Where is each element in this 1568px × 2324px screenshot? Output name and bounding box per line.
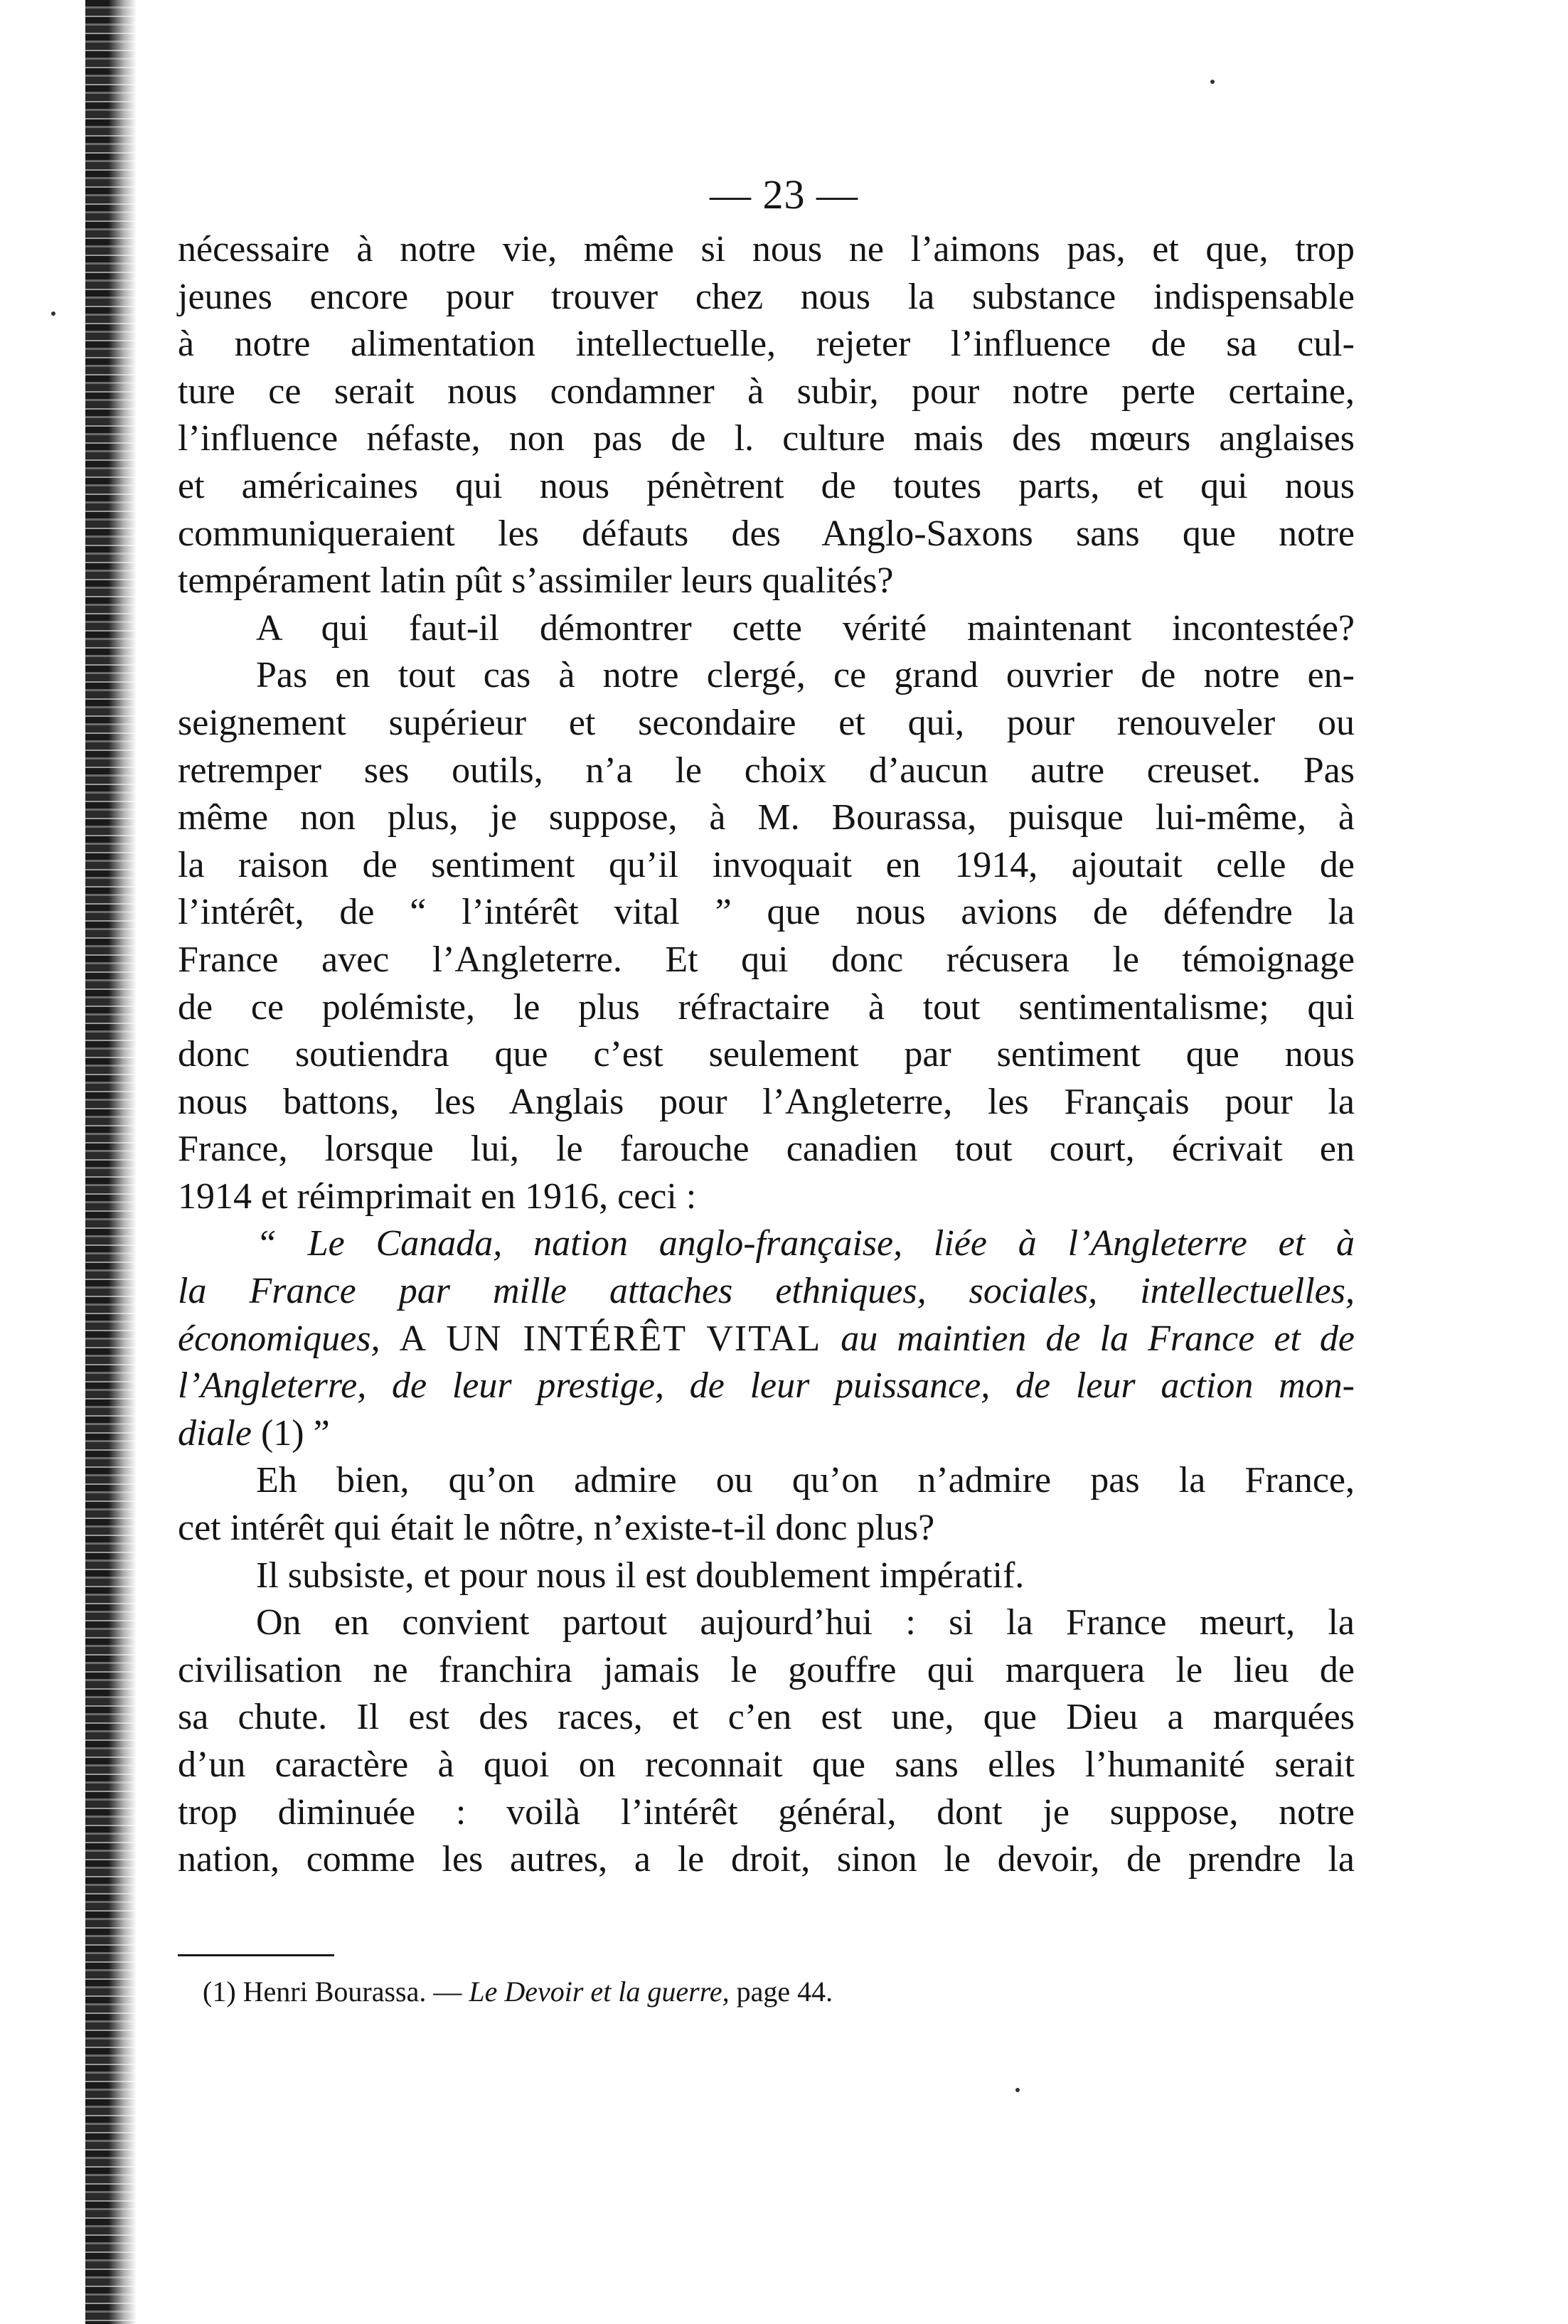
binding-edge [85,0,137,2324]
body-line: civilisation ne franchira jamais le gouffre qui marquera le lieu de [178,1649,1355,1690]
quote-fragment: économiques, [178,1318,380,1359]
scan-speck [1210,80,1215,84]
body-line: la raison de sentiment qu’il invoquait en 1914, ajoutait celle de [178,844,1355,885]
body-line: trop diminuée : voilà l’intérêt général, dont je suppose, notre [178,1791,1355,1833]
body-line: de ce polémiste, le plus réfractaire à tout sentimentalisme; qui [178,986,1355,1028]
body-line: cet intérêt qui était le nôtre, n’existe-t-il donc plus? [178,1508,935,1549]
body-line: France, lorsque lui, le farouche canadien tout court, écrivait en [178,1129,1355,1170]
body-line: Il subsiste, et pour nous il est doublement impératif. [256,1555,1025,1596]
body-line: France avec l’Angleterre. Et qui donc récusera le témoignage [178,939,1355,980]
body-line: ture ce serait nous condamner à subir, pour notre perte certaine, [178,371,1355,412]
body-line: d’un caractère à quoi on reconnait que sans elles l’humanité serait [178,1744,1355,1785]
quote-line: la France par mille attaches ethniques, sociales, intellectuelles, [178,1271,1355,1312]
quote-emphasis: A UN INTÉRÊT VITAL [399,1318,822,1359]
body-line: communiqueraient les défauts des Anglo-Saxons sans que notre [178,513,1355,554]
body-line: l’intérêt, de “ l’intérêt vital ” que nous avions de défendre la [178,892,1355,933]
footnote-rule [178,1954,334,1956]
footnote-title: Le Devoir et la guerre, [469,1976,730,2008]
body-line: On en convient partout aujourd’hui : si la France meurt, la [256,1602,1355,1643]
body-line: nécessaire à notre vie, même si nous ne l’aimons pas, et que, trop [178,229,1355,270]
body-line: 1914 et réimprimait en 1916, ceci : [178,1176,697,1217]
quote-line [178,1410,1355,1458]
quote-fragment: diale [178,1412,252,1454]
main-text [178,226,1355,1884]
body-line: donc soutiendra que c’est seulement par sentiment que nous [178,1034,1355,1075]
body-line: seignement supérieur et secondaire et qui, pour renouveler ou [178,702,1355,743]
scan-speck [51,311,55,316]
body-line: même non plus, je suppose, à M. Bourassa, puisque lui-même, à [178,797,1355,838]
quote-line: l’Angleterre, de leur prestige, de leur puissance, de leur action mon- [178,1365,1355,1407]
footnote-marker: (1) Henri Bourassa. — [203,1976,462,2008]
quote-footnote-ref: (1) ” [260,1412,330,1454]
body-line: tempérament latin pût s’assimiler leurs qualités? [178,560,894,602]
body-line: jeunes encore pour trouver chez nous la substance indispensable [178,276,1355,317]
footnote [203,1973,833,2010]
quote-line [178,1316,1355,1363]
footnote-page: page 44. [736,1976,833,2008]
quote-fragment: au maintien de la France et de [841,1318,1355,1359]
quote-line: “ Le Canada, nation anglo-française, liée à l’Angleterre et à [256,1223,1355,1264]
body-line: à notre alimentation intellectuelle, rejeter l’influence de sa cul- [178,324,1355,365]
page-number: — 23 — [710,171,858,218]
body-line: Eh bien, qu’on admire ou qu’on n’admire pas la France, [256,1460,1355,1501]
body-line: l’influence néfaste, non pas de l. culture mais des mœurs anglaises [178,418,1355,459]
body-line: retremper ses outils, n’a le choix d’aucun autre creuset. Pas [178,750,1355,791]
body-line: sa chute. Il est des races, et c’en est une, que Dieu a marquées [178,1697,1355,1738]
scan-speck [1015,2088,1020,2092]
body-line: nation, comme les autres, a le droit, sinon le devoir, de prendre la [178,1839,1355,1880]
body-line: nous battons, les Anglais pour l’Angleterre, les Français pour la [178,1081,1355,1122]
body-line: Pas en tout cas à notre clergé, ce grand ouvrier de notre en- [256,655,1355,696]
body-line: et américaines qui nous pénètrent de toutes parts, et qui nous [178,465,1355,506]
body-line: A qui faut-il démontrer cette vérité maintenant incontestée? [256,607,1355,649]
